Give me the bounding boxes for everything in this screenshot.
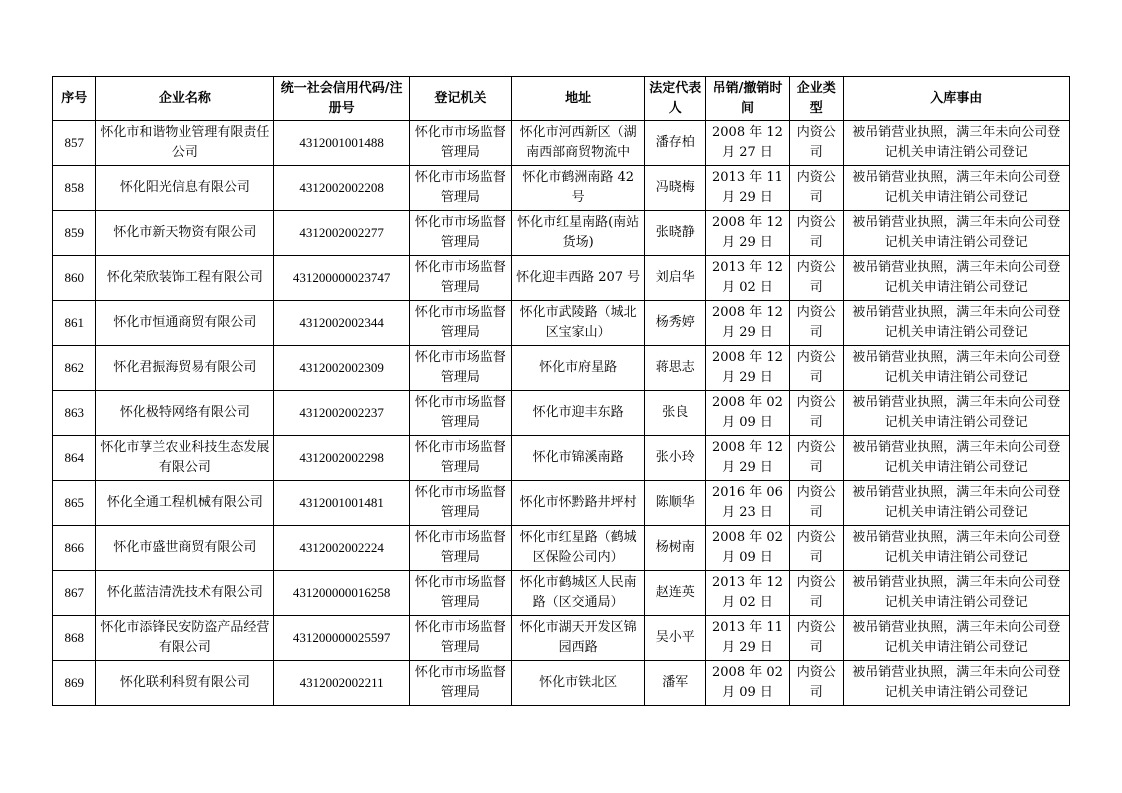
cell-seq: 866 xyxy=(53,526,96,571)
cell-reason: 被吊销营业执照，满三年未向公司登记机关申请注销公司登记 xyxy=(843,121,1070,166)
cell-address: 怀化市迎丰东路 xyxy=(511,391,644,436)
cell-type: 内资公司 xyxy=(789,661,843,706)
cell-authority: 怀化市市场监督管理局 xyxy=(409,346,511,391)
cell-legal-rep: 张良 xyxy=(645,391,706,436)
cell-code: 4312002002208 xyxy=(274,166,409,211)
cell-legal-rep: 蒋思志 xyxy=(645,346,706,391)
cell-name: 怀化市莩兰农业科技生态发展有限公司 xyxy=(96,436,274,481)
header-revoke-time: 吊销/撤销时间 xyxy=(706,77,790,121)
cell-authority: 怀化市市场监督管理局 xyxy=(409,391,511,436)
cell-legal-rep: 张晓静 xyxy=(645,211,706,256)
cell-legal-rep: 杨树南 xyxy=(645,526,706,571)
cell-seq: 864 xyxy=(53,436,96,481)
cell-authority: 怀化市市场监督管理局 xyxy=(409,211,511,256)
cell-revoke-time: 2008 年 02 月 09 日 xyxy=(706,526,790,571)
header-seq: 序号 xyxy=(53,77,96,121)
table-row xyxy=(53,616,1070,661)
cell-seq: 860 xyxy=(53,256,96,301)
cell-legal-rep: 杨秀婷 xyxy=(645,301,706,346)
cell-name: 怀化市盛世商贸有限公司 xyxy=(96,526,274,571)
table-body xyxy=(53,121,1070,706)
cell-seq: 869 xyxy=(53,661,96,706)
cell-name: 怀化市添锋民安防盗产品经营有限公司 xyxy=(96,616,274,661)
table-row xyxy=(53,166,1070,211)
cell-type: 内资公司 xyxy=(789,211,843,256)
cell-revoke-time: 2008 年 02 月 09 日 xyxy=(706,661,790,706)
cell-legal-rep: 潘存柏 xyxy=(645,121,706,166)
cell-address: 怀化市红星南路(南站货场) xyxy=(511,211,644,256)
cell-reason: 被吊销营业执照，满三年未向公司登记机关申请注销公司登记 xyxy=(843,436,1070,481)
cell-authority: 怀化市市场监督管理局 xyxy=(409,121,511,166)
cell-revoke-time: 2016 年 06 月 23 日 xyxy=(706,481,790,526)
cell-revoke-time: 2008 年 02 月 09 日 xyxy=(706,391,790,436)
cell-type: 内资公司 xyxy=(789,571,843,616)
cell-code: 431200000023747 xyxy=(274,256,409,301)
table-row xyxy=(53,436,1070,481)
cell-code: 4312001001481 xyxy=(274,481,409,526)
cell-name: 怀化荣欣装饰工程有限公司 xyxy=(96,256,274,301)
header-code: 统一社会信用代码/注册号 xyxy=(274,77,409,121)
cell-type: 内资公司 xyxy=(789,121,843,166)
header-reason: 入库事由 xyxy=(843,77,1070,121)
enterprise-registry-table xyxy=(52,76,1070,706)
table-header xyxy=(53,77,1070,121)
cell-seq: 863 xyxy=(53,391,96,436)
cell-reason: 被吊销营业执照，满三年未向公司登记机关申请注销公司登记 xyxy=(843,166,1070,211)
cell-reason: 被吊销营业执照，满三年未向公司登记机关申请注销公司登记 xyxy=(843,661,1070,706)
cell-name: 怀化全通工程机械有限公司 xyxy=(96,481,274,526)
cell-type: 内资公司 xyxy=(789,301,843,346)
cell-legal-rep: 陈顺华 xyxy=(645,481,706,526)
cell-address: 怀化市河西新区（湖南西部商贸物流中 xyxy=(511,121,644,166)
cell-type: 内资公司 xyxy=(789,166,843,211)
cell-revoke-time: 2008 年 12 月 29 日 xyxy=(706,211,790,256)
cell-address: 怀化市锦溪南路 xyxy=(511,436,644,481)
cell-reason: 被吊销营业执照，满三年未向公司登记机关申请注销公司登记 xyxy=(843,481,1070,526)
cell-type: 内资公司 xyxy=(789,256,843,301)
cell-revoke-time: 2013 年 12 月 02 日 xyxy=(706,256,790,301)
cell-code: 4312002002309 xyxy=(274,346,409,391)
cell-address: 怀化市铁北区 xyxy=(511,661,644,706)
cell-name: 怀化阳光信息有限公司 xyxy=(96,166,274,211)
cell-seq: 862 xyxy=(53,346,96,391)
cell-authority: 怀化市市场监督管理局 xyxy=(409,166,511,211)
header-name: 企业名称 xyxy=(96,77,274,121)
cell-revoke-time: 2013 年 11 月 29 日 xyxy=(706,166,790,211)
cell-reason: 被吊销营业执照，满三年未向公司登记机关申请注销公司登记 xyxy=(843,256,1070,301)
cell-seq: 859 xyxy=(53,211,96,256)
cell-code: 4312002002224 xyxy=(274,526,409,571)
cell-address: 怀化市府星路 xyxy=(511,346,644,391)
cell-seq: 857 xyxy=(53,121,96,166)
cell-revoke-time: 2013 年 12 月 02 日 xyxy=(706,571,790,616)
cell-type: 内资公司 xyxy=(789,436,843,481)
cell-revoke-time: 2008 年 12 月 29 日 xyxy=(706,346,790,391)
table-row xyxy=(53,256,1070,301)
cell-seq: 858 xyxy=(53,166,96,211)
table-row xyxy=(53,661,1070,706)
cell-type: 内资公司 xyxy=(789,526,843,571)
cell-address: 怀化市红星路（鹤城区保险公司内） xyxy=(511,526,644,571)
cell-seq: 865 xyxy=(53,481,96,526)
table-row xyxy=(53,301,1070,346)
cell-reason: 被吊销营业执照，满三年未向公司登记机关申请注销公司登记 xyxy=(843,211,1070,256)
cell-address: 怀化迎丰西路 207 号 xyxy=(511,256,644,301)
cell-type: 内资公司 xyxy=(789,481,843,526)
cell-authority: 怀化市市场监督管理局 xyxy=(409,481,511,526)
cell-legal-rep: 刘启华 xyxy=(645,256,706,301)
cell-revoke-time: 2008 年 12 月 29 日 xyxy=(706,436,790,481)
cell-name: 怀化市和谐物业管理有限责任公司 xyxy=(96,121,274,166)
cell-authority: 怀化市市场监督管理局 xyxy=(409,526,511,571)
cell-code: 4312001001488 xyxy=(274,121,409,166)
cell-seq: 861 xyxy=(53,301,96,346)
cell-code: 4312002002237 xyxy=(274,391,409,436)
cell-reason: 被吊销营业执照，满三年未向公司登记机关申请注销公司登记 xyxy=(843,301,1070,346)
cell-legal-rep: 冯晓梅 xyxy=(645,166,706,211)
cell-revoke-time: 2008 年 12 月 27 日 xyxy=(706,121,790,166)
cell-authority: 怀化市市场监督管理局 xyxy=(409,616,511,661)
cell-name: 怀化极特网络有限公司 xyxy=(96,391,274,436)
table-row xyxy=(53,481,1070,526)
cell-legal-rep: 吴小平 xyxy=(645,616,706,661)
cell-code: 431200000016258 xyxy=(274,571,409,616)
cell-address: 怀化市怀黔路井坪村 xyxy=(511,481,644,526)
table-row xyxy=(53,391,1070,436)
table-row xyxy=(53,211,1070,256)
cell-reason: 被吊销营业执照，满三年未向公司登记机关申请注销公司登记 xyxy=(843,391,1070,436)
cell-reason: 被吊销营业执照，满三年未向公司登记机关申请注销公司登记 xyxy=(843,346,1070,391)
cell-reason: 被吊销营业执照，满三年未向公司登记机关申请注销公司登记 xyxy=(843,571,1070,616)
cell-authority: 怀化市市场监督管理局 xyxy=(409,436,511,481)
cell-revoke-time: 2008 年 12 月 29 日 xyxy=(706,301,790,346)
cell-reason: 被吊销营业执照，满三年未向公司登记机关申请注销公司登记 xyxy=(843,526,1070,571)
cell-name: 怀化蓝洁清洗技术有限公司 xyxy=(96,571,274,616)
cell-code: 431200000025597 xyxy=(274,616,409,661)
cell-name: 怀化联利科贸有限公司 xyxy=(96,661,274,706)
cell-address: 怀化市鹤洲南路 42 号 xyxy=(511,166,644,211)
cell-reason: 被吊销营业执照，满三年未向公司登记机关申请注销公司登记 xyxy=(843,616,1070,661)
header-authority: 登记机关 xyxy=(409,77,511,121)
cell-authority: 怀化市市场监督管理局 xyxy=(409,301,511,346)
cell-address: 怀化市鹤城区人民南路（区交通局） xyxy=(511,571,644,616)
cell-type: 内资公司 xyxy=(789,616,843,661)
cell-legal-rep: 张小玲 xyxy=(645,436,706,481)
cell-code: 4312002002277 xyxy=(274,211,409,256)
cell-name: 怀化市新天物资有限公司 xyxy=(96,211,274,256)
cell-code: 4312002002211 xyxy=(274,661,409,706)
cell-authority: 怀化市市场监督管理局 xyxy=(409,661,511,706)
cell-type: 内资公司 xyxy=(789,346,843,391)
cell-authority: 怀化市市场监督管理局 xyxy=(409,571,511,616)
table-row xyxy=(53,526,1070,571)
header-legal-rep: 法定代表人 xyxy=(645,77,706,121)
cell-legal-rep: 赵连英 xyxy=(645,571,706,616)
cell-name: 怀化君振海贸易有限公司 xyxy=(96,346,274,391)
cell-code: 4312002002298 xyxy=(274,436,409,481)
cell-type: 内资公司 xyxy=(789,391,843,436)
table-row xyxy=(53,571,1070,616)
cell-seq: 868 xyxy=(53,616,96,661)
header-row xyxy=(53,77,1070,121)
cell-address: 怀化市湖天开发区锦园西路 xyxy=(511,616,644,661)
cell-code: 4312002002344 xyxy=(274,301,409,346)
cell-name: 怀化市恒通商贸有限公司 xyxy=(96,301,274,346)
table-row xyxy=(53,346,1070,391)
cell-authority: 怀化市市场监督管理局 xyxy=(409,256,511,301)
table-row xyxy=(53,121,1070,166)
cell-revoke-time: 2013 年 11 月 29 日 xyxy=(706,616,790,661)
cell-address: 怀化市武陵路（城北区宝家山） xyxy=(511,301,644,346)
header-type: 企业类型 xyxy=(789,77,843,121)
cell-legal-rep: 潘军 xyxy=(645,661,706,706)
cell-seq: 867 xyxy=(53,571,96,616)
header-address: 地址 xyxy=(511,77,644,121)
